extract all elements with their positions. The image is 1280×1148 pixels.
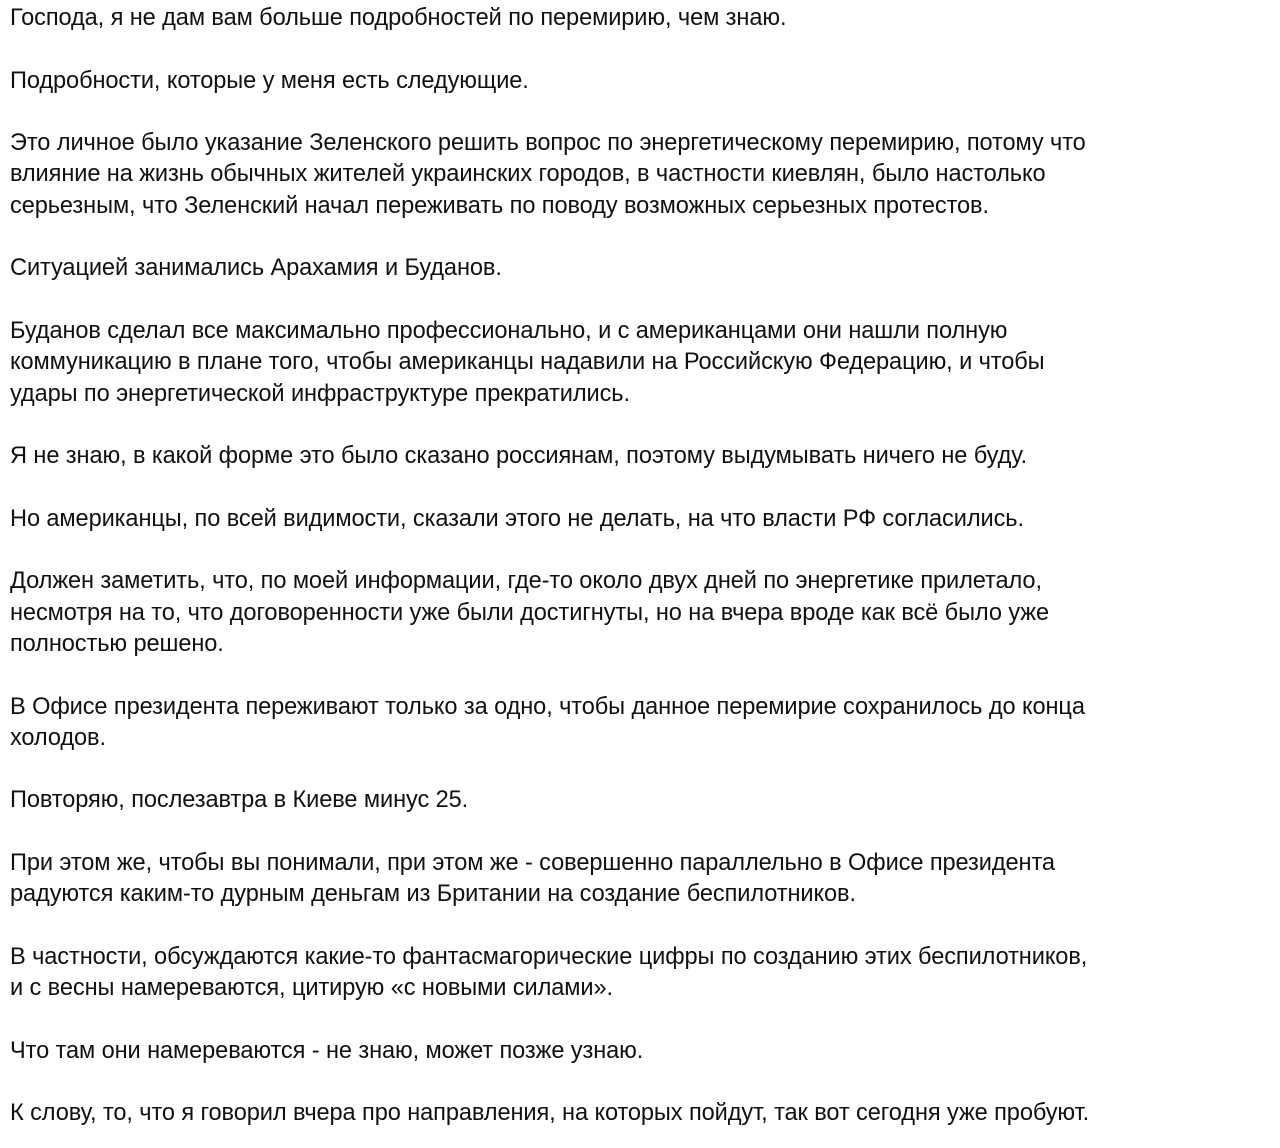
- paragraph-intro: Господа, я не дам вам больше подробностей по перемирию, чем знаю.: [10, 5, 787, 31]
- paragraph-temperature: Повторяю, послезавтра в Киеве минус 25.: [10, 787, 469, 814]
- paragraph-zelensky-order: Это личное было указание Зеленского решить вопрос по энергетическому перемирию, потому что влияние на жизнь обычных жителей украинских городов, в частности киевлян, было настолько серьезным, что Зеленский начал переживать по поводу возможных серьезных протестов.: [10, 130, 1086, 219]
- paragraph-directions: К слову, то, что я говорил вчера про направления, на которых пойдут, так вот сегодня уже пробуют.: [10, 1100, 1090, 1127]
- paragraph-americans: Но американцы, по всей видимости, сказали этого не делать, на что власти РФ согласились.: [10, 505, 1024, 532]
- paragraph-drone-figures: В частности, обсуждаются какие-то фантасмагорические цифры по созданию этих беспилотников, и с весны намереваются, цитирую «с новыми силами».: [10, 943, 1088, 1002]
- paragraph-details: Подробности, которые у меня есть следующие.: [10, 67, 529, 94]
- paragraph-unknown-form: Я не знаю, в какой форме это было сказано россиянам, поэтому выдумывать ничего не буду.: [10, 443, 1028, 470]
- paragraph-intentions: Что там они намереваются - не знаю, может позже узнаю.: [10, 1037, 644, 1064]
- paragraph-british-money: При этом же, чтобы вы понимали, при этом же - совершенно параллельно в Офисе президента радуются каким-то дурным деньгам из Британии на создание беспилотников.: [10, 850, 1055, 908]
- paragraph-handlers: Ситуацией занимались Арахамия и Буданов.: [10, 255, 502, 282]
- paragraph-office-worry: В Офисе президента переживают только за одно, чтобы данное перемирие сохранилось до конца холодов.: [10, 693, 1085, 751]
- paragraph-strikes: Должен заметить, что, по моей информации, где-то около двух дней по энергетике прилетало, несмотря на то, что договоренности уже были достигнуты, но на вчера вроде как всё было уже полностью решено.: [10, 568, 1050, 657]
- paragraph-budanov: Буданов сделал все максимально профессионально, и с американцами они нашли полную коммуникацию в плане того, чтобы американцы надавили на Российскую Федерацию, и чтобы удары по энергетической инфраструктуре прекратились.: [10, 317, 1045, 407]
